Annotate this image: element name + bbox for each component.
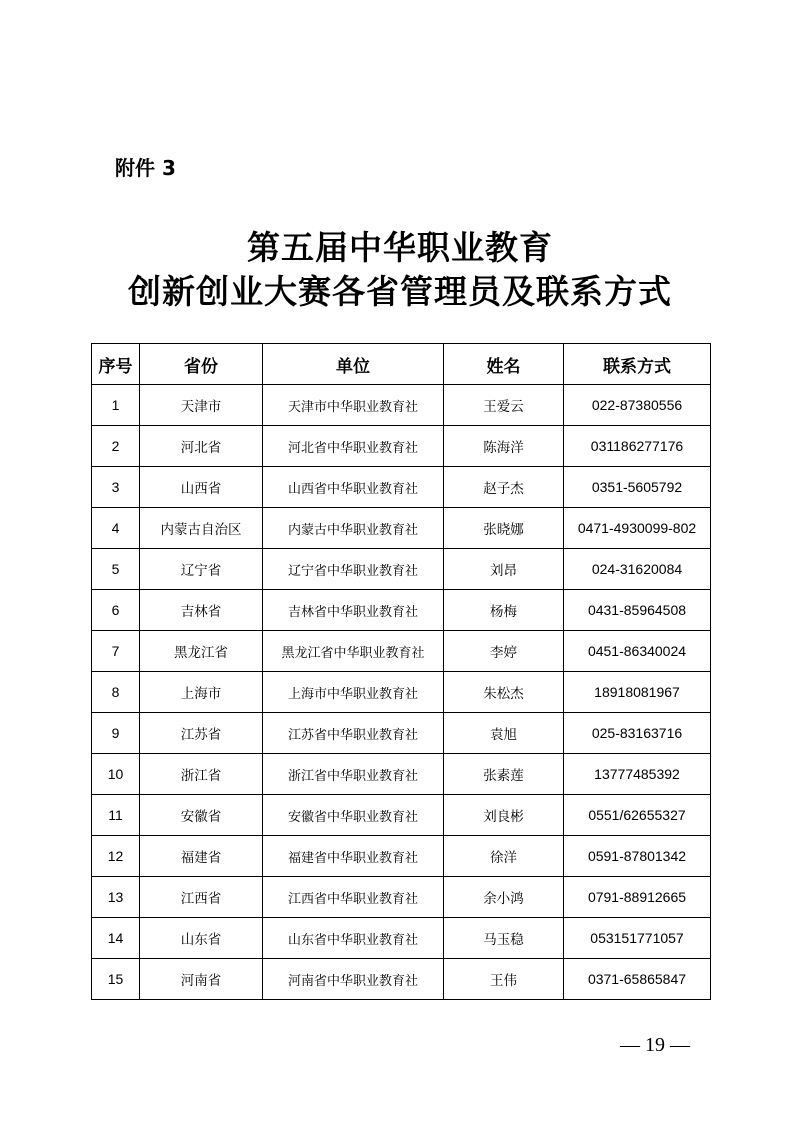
cell-unit: 福建省中华职业教育社 [263, 836, 444, 877]
header-province: 省份 [140, 344, 263, 385]
cell-contact: 0371-65865847 [564, 959, 711, 1000]
header-unit: 单位 [263, 344, 444, 385]
cell-serial-number: 8 [92, 672, 140, 713]
table-row [92, 836, 711, 877]
cell-name: 张晓娜 [444, 508, 564, 549]
cell-contact: 13777485392 [564, 754, 711, 795]
document-title-line-2: 创新创业大赛各省管理员及联系方式 [128, 272, 672, 311]
cell-serial-number: 14 [92, 918, 140, 959]
cell-contact: 024-31620084 [564, 549, 711, 590]
cell-contact: 18918081967 [564, 672, 711, 713]
cell-province: 黑龙江省 [140, 631, 263, 672]
cell-name: 袁旭 [444, 713, 564, 754]
contact-table [91, 343, 711, 1000]
cell-province: 安徽省 [140, 795, 263, 836]
cell-province: 河北省 [140, 426, 263, 467]
cell-serial-number: 7 [92, 631, 140, 672]
cell-province: 天津市 [140, 385, 263, 426]
cell-unit: 山西省中华职业教育社 [263, 467, 444, 508]
cell-unit: 河北省中华职业教育社 [263, 426, 444, 467]
cell-unit: 安徽省中华职业教育社 [263, 795, 444, 836]
table-row [92, 508, 711, 549]
cell-province: 福建省 [140, 836, 263, 877]
cell-province: 浙江省 [140, 754, 263, 795]
cell-contact: 0551/62655327 [564, 795, 711, 836]
cell-name: 王伟 [444, 959, 564, 1000]
cell-serial-number: 10 [92, 754, 140, 795]
cell-unit: 河南省中华职业教育社 [263, 959, 444, 1000]
cell-serial-number: 13 [92, 877, 140, 918]
page-number: — 19 — [620, 1034, 690, 1056]
cell-unit: 江西省中华职业教育社 [263, 877, 444, 918]
cell-contact: 025-83163716 [564, 713, 711, 754]
cell-unit: 天津市中华职业教育社 [263, 385, 444, 426]
table-header-row [92, 344, 711, 385]
cell-unit: 上海市中华职业教育社 [263, 672, 444, 713]
table-row [92, 877, 711, 918]
cell-name: 李婷 [444, 631, 564, 672]
table-row [92, 672, 711, 713]
table-row [92, 631, 711, 672]
cell-name: 余小鸿 [444, 877, 564, 918]
table-body [92, 385, 711, 1000]
cell-unit: 内蒙古中华职业教育社 [263, 508, 444, 549]
cell-serial-number: 3 [92, 467, 140, 508]
cell-province: 上海市 [140, 672, 263, 713]
table-row [92, 713, 711, 754]
cell-serial-number: 15 [92, 959, 140, 1000]
cell-contact: 053151771057 [564, 918, 711, 959]
cell-province: 山西省 [140, 467, 263, 508]
cell-contact: 0591-87801342 [564, 836, 711, 877]
cell-serial-number: 12 [92, 836, 140, 877]
document-title-line-1: 第五届中华职业教育 [247, 228, 553, 267]
cell-province: 山东省 [140, 918, 263, 959]
cell-contact: 0471-4930099-802 [564, 508, 711, 549]
cell-name: 王爱云 [444, 385, 564, 426]
cell-contact: 0431-85964508 [564, 590, 711, 631]
cell-contact: 0791-88912665 [564, 877, 711, 918]
table-row [92, 959, 711, 1000]
cell-serial-number: 1 [92, 385, 140, 426]
cell-contact: 0351-5605792 [564, 467, 711, 508]
cell-unit: 山东省中华职业教育社 [263, 918, 444, 959]
table-row [92, 467, 711, 508]
cell-unit: 辽宁省中华职业教育社 [263, 549, 444, 590]
cell-serial-number: 11 [92, 795, 140, 836]
cell-unit: 浙江省中华职业教育社 [263, 754, 444, 795]
cell-serial-number: 4 [92, 508, 140, 549]
cell-serial-number: 2 [92, 426, 140, 467]
cell-province: 江西省 [140, 877, 263, 918]
table-row [92, 426, 711, 467]
cell-name: 杨梅 [444, 590, 564, 631]
cell-unit: 黑龙江省中华职业教育社 [263, 631, 444, 672]
header-name: 姓名 [444, 344, 564, 385]
cell-name: 徐洋 [444, 836, 564, 877]
table-row [92, 795, 711, 836]
cell-serial-number: 5 [92, 549, 140, 590]
header-serial-number: 序号 [92, 344, 140, 385]
table-row [92, 590, 711, 631]
attachment-label: 附件 3 [115, 156, 176, 180]
cell-unit: 吉林省中华职业教育社 [263, 590, 444, 631]
cell-name: 赵子杰 [444, 467, 564, 508]
cell-unit: 江苏省中华职业教育社 [263, 713, 444, 754]
cell-serial-number: 6 [92, 590, 140, 631]
cell-contact: 031186277176 [564, 426, 711, 467]
cell-name: 刘昂 [444, 549, 564, 590]
cell-serial-number: 9 [92, 713, 140, 754]
cell-name: 张素莲 [444, 754, 564, 795]
cell-name: 马玉稳 [444, 918, 564, 959]
cell-contact: 0451-86340024 [564, 631, 711, 672]
cell-province: 江苏省 [140, 713, 263, 754]
cell-province: 内蒙古自治区 [140, 508, 263, 549]
cell-name: 陈海洋 [444, 426, 564, 467]
cell-province: 河南省 [140, 959, 263, 1000]
table-row [92, 754, 711, 795]
header-contact: 联系方式 [564, 344, 711, 385]
cell-name: 朱松杰 [444, 672, 564, 713]
table-row [92, 549, 711, 590]
table-row [92, 918, 711, 959]
cell-contact: 022-87380556 [564, 385, 711, 426]
cell-name: 刘良彬 [444, 795, 564, 836]
table-row [92, 385, 711, 426]
cell-province: 吉林省 [140, 590, 263, 631]
cell-province: 辽宁省 [140, 549, 263, 590]
